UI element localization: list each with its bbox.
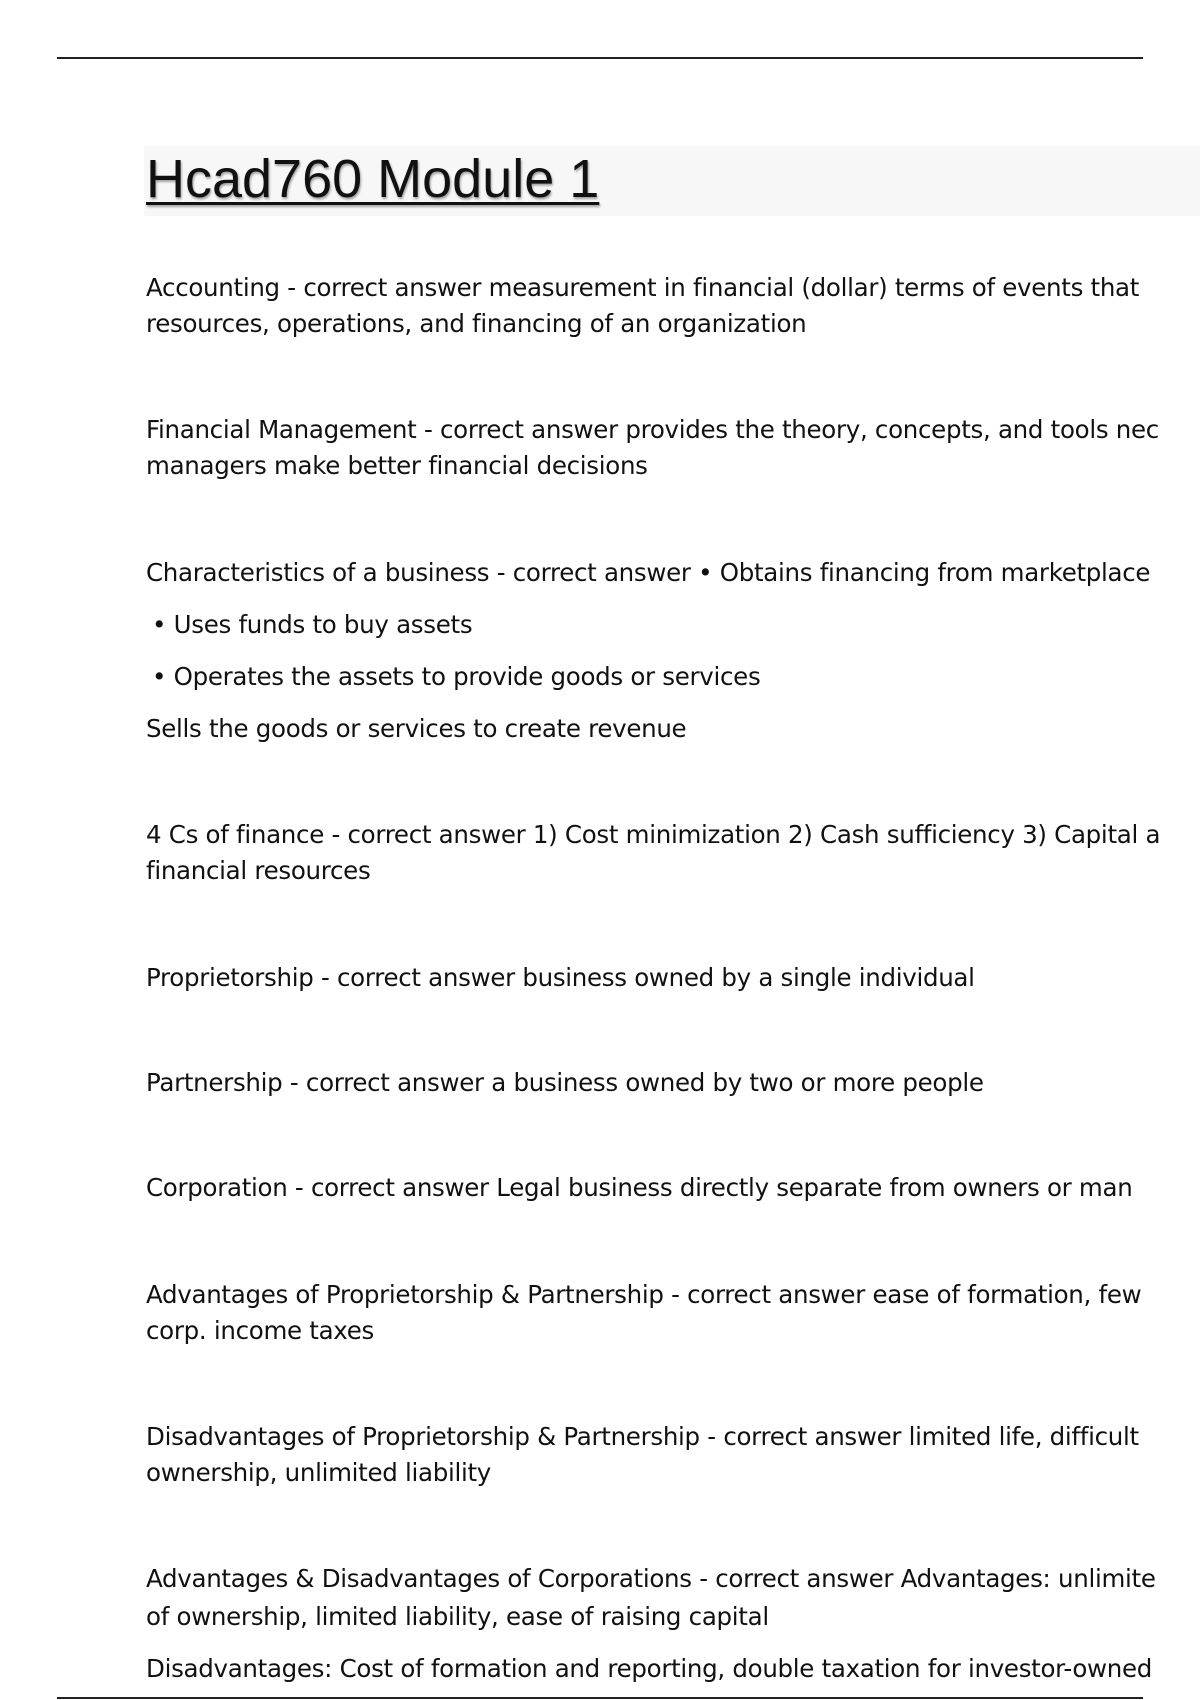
entry-financial-management-line-1: Financial Management - correct answer provides the theory, concepts, and tools nec	[146, 415, 1159, 444]
entry-disadvantages-line-1: Disadvantages of Proprietorship & Partnership - correct answer limited life, difficult	[146, 1422, 1139, 1451]
bottom-rule	[57, 1697, 1143, 1699]
entry-four-cs-line-1: 4 Cs of finance - correct answer 1) Cost minimization 2) Cash sufficiency 3) Capital a	[146, 820, 1161, 849]
entry-characteristics-line-1: Characteristics of a business - correct answer • Obtains financing from marketplace	[146, 558, 1151, 587]
entry-disadvantages-line-2: ownership, unlimited liability	[146, 1458, 491, 1487]
entry-accounting-line-2: resources, operations, and financing of an organization	[146, 309, 807, 338]
entry-four-cs-line-2: financial resources	[146, 856, 371, 885]
entry-accounting-line-1: Accounting - correct answer measurement in financial (dollar) terms of events that	[146, 273, 1140, 302]
entry-corporations-line-1: Advantages & Disadvantages of Corporations - correct answer Advantages: unlimite	[146, 1564, 1156, 1593]
document-title: Hcad760 Module 1	[146, 149, 600, 209]
top-rule	[57, 57, 1143, 59]
entry-proprietorship: Proprietorship - correct answer business owned by a single individual	[146, 963, 975, 992]
entry-financial-management-line-2: managers make better financial decisions	[146, 451, 648, 480]
entry-corporations-line-3: Disadvantages: Cost of formation and reporting, double taxation for investor-owned	[146, 1654, 1153, 1683]
entry-advantages-line-2: corp. income taxes	[146, 1316, 374, 1345]
entry-advantages-line-1: Advantages of Proprietorship & Partnership - correct answer ease of formation, few	[146, 1280, 1142, 1309]
entry-characteristics-line-2: Sells the goods or services to create revenue	[146, 714, 687, 743]
entry-corporation: Corporation - correct answer Legal business directly separate from owners or man	[146, 1173, 1133, 1202]
entry-characteristics-bullet-2: • Operates the assets to provide goods or services	[152, 662, 761, 691]
entry-characteristics-bullet-1: • Uses funds to buy assets	[152, 610, 473, 639]
entry-partnership: Partnership - correct answer a business owned by two or more people	[146, 1068, 984, 1097]
entry-corporations-line-2: of ownership, limited liability, ease of raising capital	[146, 1602, 769, 1631]
